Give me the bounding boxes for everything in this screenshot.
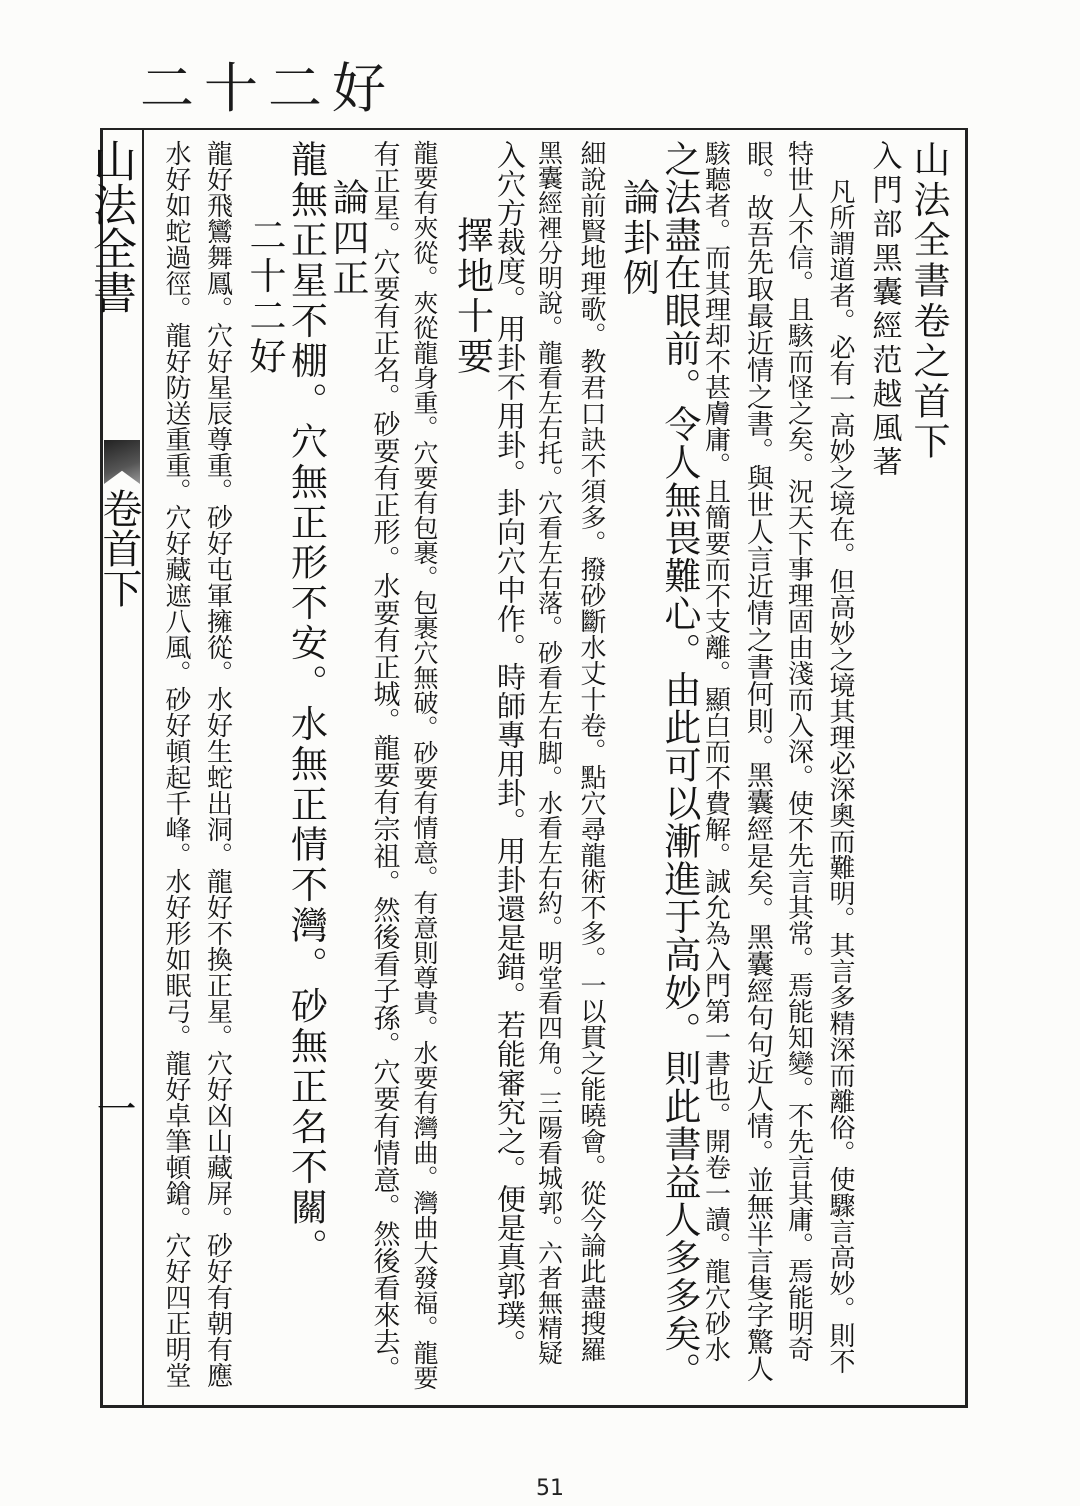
text-column: 黑囊經裡分明說。龍看左右托。穴看左右落。砂看左右脚。水看左右約。明堂看四角。三陽看城郭。六者無精疑 (534, 140, 564, 1365)
section-heading: 擇地十要 (450, 216, 494, 378)
margin-folio: 一 (90, 1088, 136, 1128)
text-column: 有正星。穴要有正名。砂要有正形。水要有正城。龍要有宗祖。然後看子孫。穴要有情意。然後看來去。 (368, 140, 400, 1382)
margin-book-title: 山法全書 (85, 138, 136, 314)
text-column: 駭聽者。而其理却不甚膚庸。且簡要而不支離。顯白而不費解。誠允為入門第一書也。開卷一讀。龍穴砂水 (700, 140, 731, 1362)
text-column: 入穴方裁度。用卦不用卦。卦向穴中作。時師專用卦。用卦還是錯。若能審究之。便是真郭璞。 (493, 140, 527, 1358)
text-column: 龍好飛鸞舞鳳。穴好星辰尊重。砂好屯軍擁從。水好生蛇出洞。龍好不換正星。穴好凶山藏屏。砂好有朝有應 (202, 140, 233, 1388)
section-heading: 二十二好 (243, 216, 286, 378)
text-column: 凡所謂道者。必有一高妙之境在。但高妙之境其理必深奧而難明。其言多精深而離俗。使驟言高妙。則不 (825, 178, 855, 1374)
handwritten-annotation: 二十二好 (140, 57, 396, 120)
text-column: 龍無正星不棚。穴無正形不安。水無正情不灣。砂無正名不關。 (284, 140, 328, 1269)
text-column: 龍要有夾從。夾從龍身重。穴要有包裹。包裹穴無破。砂要有情意。有意則尊貴。水要有灣曲。灣曲大發福。龍要 (410, 140, 439, 1390)
text-column: 眼。故吾先取最近情之書。與世人言近情之書何則。黑囊經是矣。黑囊經句句近人情。並無半言隻字驚人 (742, 140, 773, 1382)
text-column: 之法盡在眼前。令人無畏難心。由此可以漸進于高妙。則此書益人多多矣。 (658, 140, 701, 1390)
text-column: 山法全書卷之首下 (907, 140, 950, 463)
margin-volume-label: 卷首下 (96, 488, 142, 608)
text-column: 水好如蛇過徑。龍好防送重重。穴好藏遮八風。砂好頓起千峰。水好形如眠弓。龍好卓筆頓鎗。穴好四正明堂 (161, 140, 191, 1388)
text-column: 入門部黑囊經范越風著 (866, 140, 902, 480)
text-column: 細說前賢地理歌。教君口訣不須多。撥砂斷水丈十卷。點穴尋龍術不多。一以貫之能曉會。從今論此盡搜羅 (576, 140, 606, 1362)
section-heading: 論卦例 (616, 178, 660, 299)
page-number: 51 (536, 1476, 564, 1501)
text-column: 特世人不信。且駭而怪之矣。況天下事理固由淺而入深。使不先言其常。焉能知變。不先言其庸。焉能明奇 (783, 140, 814, 1362)
margin-band (85, 128, 144, 1408)
section-heading: 論四正 (326, 178, 369, 299)
